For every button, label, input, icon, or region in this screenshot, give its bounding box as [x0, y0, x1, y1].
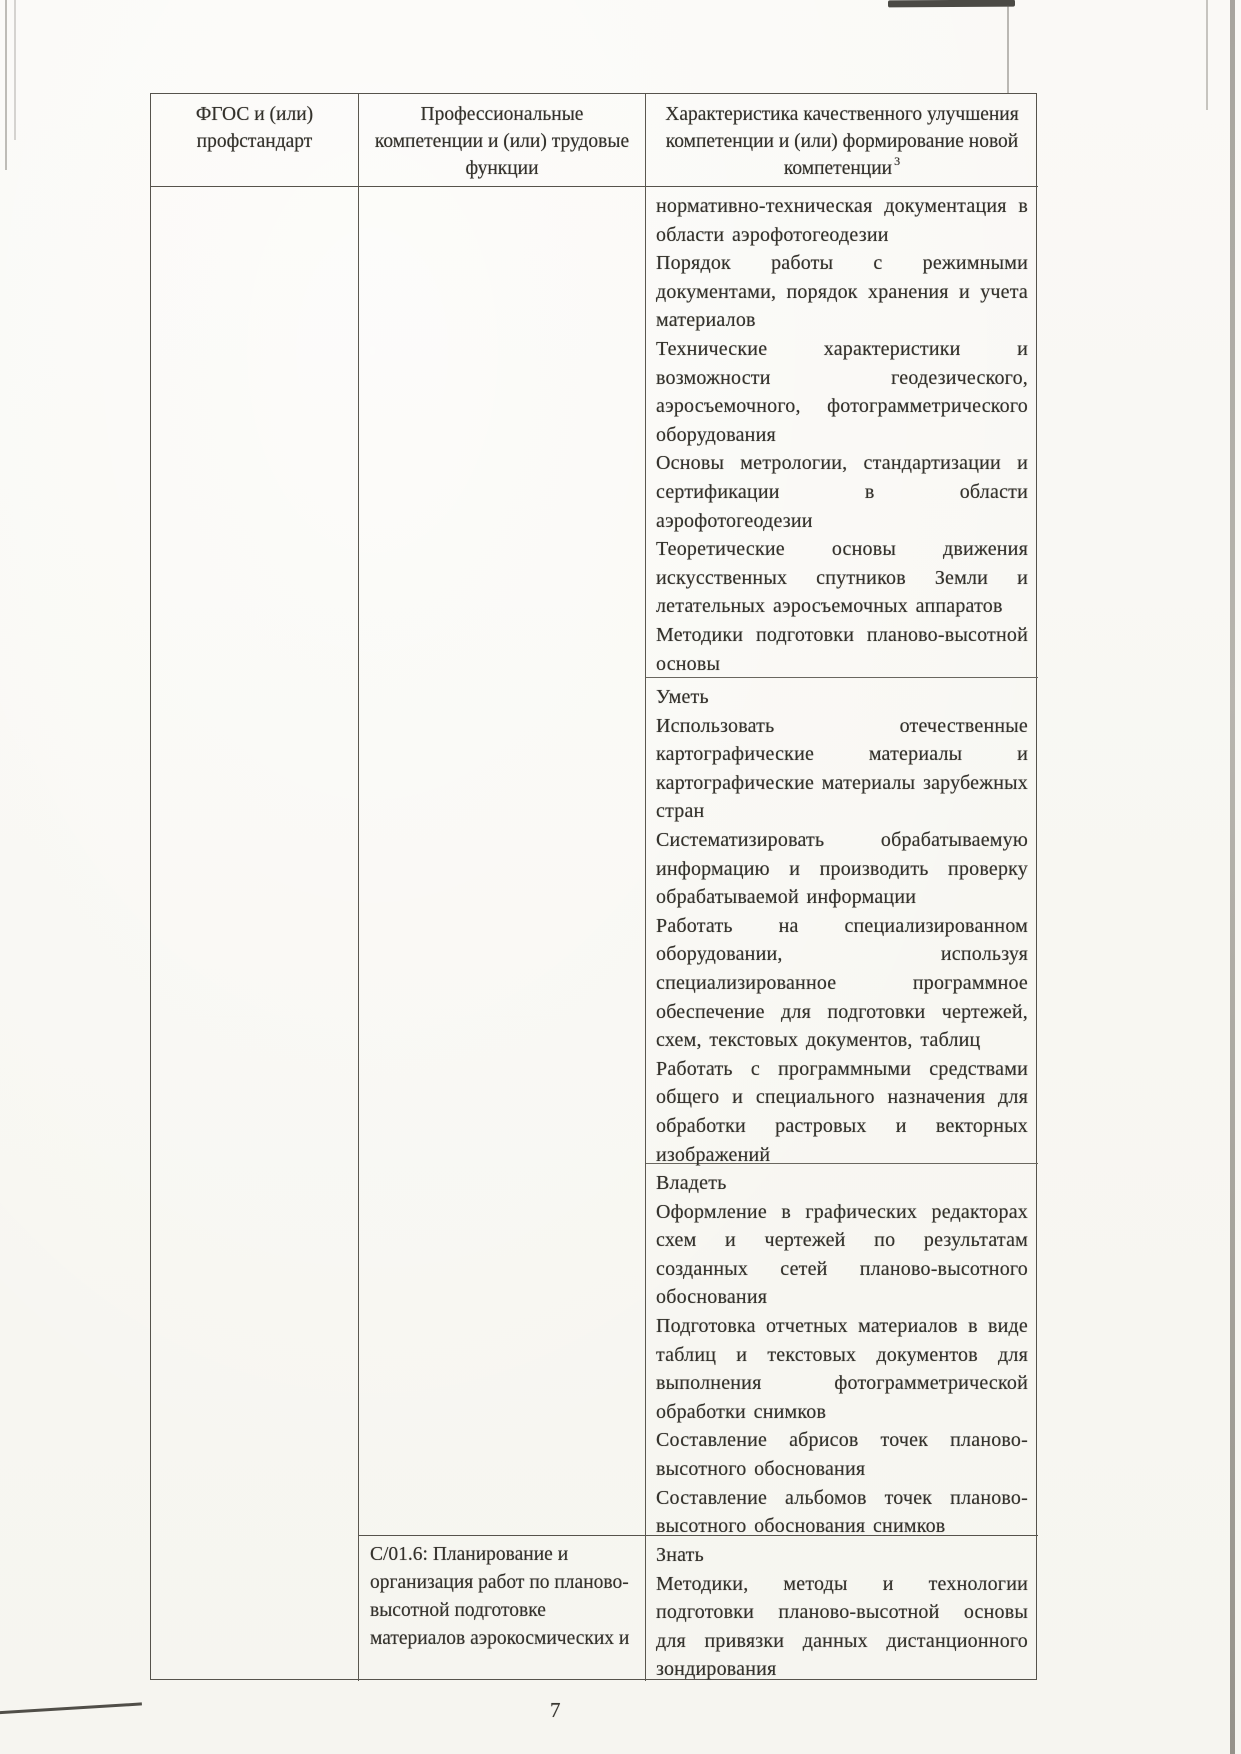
header-cell-fgos — [151, 94, 359, 187]
know-item: Технические характеристики и возможности геодезического, аэросъемочного, фотограмметрического оборудования — [656, 337, 1028, 446]
function-c016-text: С/01.6: Планирование и организация работ по планово-высотной подготовке материалов аэрокосмических и — [370, 1544, 630, 1649]
own-item: Составление абрисов точек планово-высотного обоснования — [656, 1429, 1028, 1480]
section-know-c016 — [646, 1536, 1038, 1681]
footnote-reference: 3 — [894, 154, 901, 168]
section-own — [646, 1164, 1038, 1536]
scan-artifact-left-line-2 — [14, 0, 16, 140]
know-item: Методики подготовки планово-высотной основы — [656, 623, 1028, 675]
able-item: Использовать отечественные картографические материалы и картографические материалы зарубежных стран — [656, 714, 1028, 823]
header-fgos-text: ФГОС и (или) профстандарт — [195, 104, 314, 152]
header-competencies-text: Профессиональные компетенции и (или) трудовые функции — [374, 104, 630, 179]
section-know-continuation — [646, 187, 1038, 678]
know-item: Порядок работы с режимными документами, порядок хранения и учета материалов — [656, 252, 1028, 332]
page-number: 7 — [550, 1698, 561, 1722]
able-item: Работать на специализированном оборудовании, используя специализированное программное обеспечение для подготовки чертежей, схем, текстовых документов, таблиц — [656, 914, 1028, 1052]
know-label: Знать — [656, 1544, 704, 1566]
know-item: нормативно-техническая документация в области аэрофотогеодезии — [656, 195, 1028, 246]
own-item: Подготовка отчетных материалов в виде таблиц и текстовых документов для выполнения фотограмметрической обработки снимков — [656, 1314, 1028, 1423]
own-item: Оформление в графических редакторах схем и чертежей по результатам созданных сетей планово-высотного обоснования — [656, 1200, 1028, 1309]
cell-function-empty — [359, 187, 645, 1536]
section-able — [646, 678, 1038, 1164]
cell-fgos-empty — [151, 187, 359, 1681]
own-item: Составление альбомов точек планово-высотного обоснования снимков — [656, 1486, 1028, 1538]
know-item: Методики, методы и технологии подготовки планово-высотной основы для привязки данных дистанционного зондирования — [656, 1572, 1028, 1681]
scan-artifact-left-line — [5, 0, 7, 170]
competency-table — [150, 93, 1037, 1680]
cell-function-c016 — [359, 1536, 645, 1681]
column-trудовые-functions — [359, 187, 646, 1681]
own-label: Владеть — [656, 1172, 727, 1194]
know-item: Теоретические основы движения искусственных спутников Земли и летательных аэросъемочных аппаратов — [656, 538, 1028, 618]
scan-artifact-bottom-left-line — [0, 1702, 142, 1714]
header-characteristic-text: Характеристика качественного улучшения компетенции и (или) формирование новой компетенции — [665, 104, 1019, 179]
column-characteristic — [646, 187, 1038, 1681]
scan-artifact-right-faint-line — [1206, 0, 1208, 110]
header-cell-characteristic — [646, 94, 1038, 187]
able-item: Работать с программными средствами общего и специального назначения для обработки растровых и векторных изображений — [656, 1057, 1028, 1166]
able-item: Систематизировать обрабатываемую информацию и производить проверку обрабатываемой информации — [656, 828, 1028, 909]
scan-artifact-top-bar — [888, 0, 1015, 7]
scan-artifact-top-right-line — [1007, 5, 1009, 93]
able-label: Уметь — [656, 686, 709, 708]
scan-artifact-right-edge-shadow — [1230, 0, 1235, 1754]
know-item: Основы метрологии, стандартизации и сертификации в области аэрофотогеодезии — [656, 452, 1028, 532]
header-cell-professional-competencies — [359, 94, 646, 187]
